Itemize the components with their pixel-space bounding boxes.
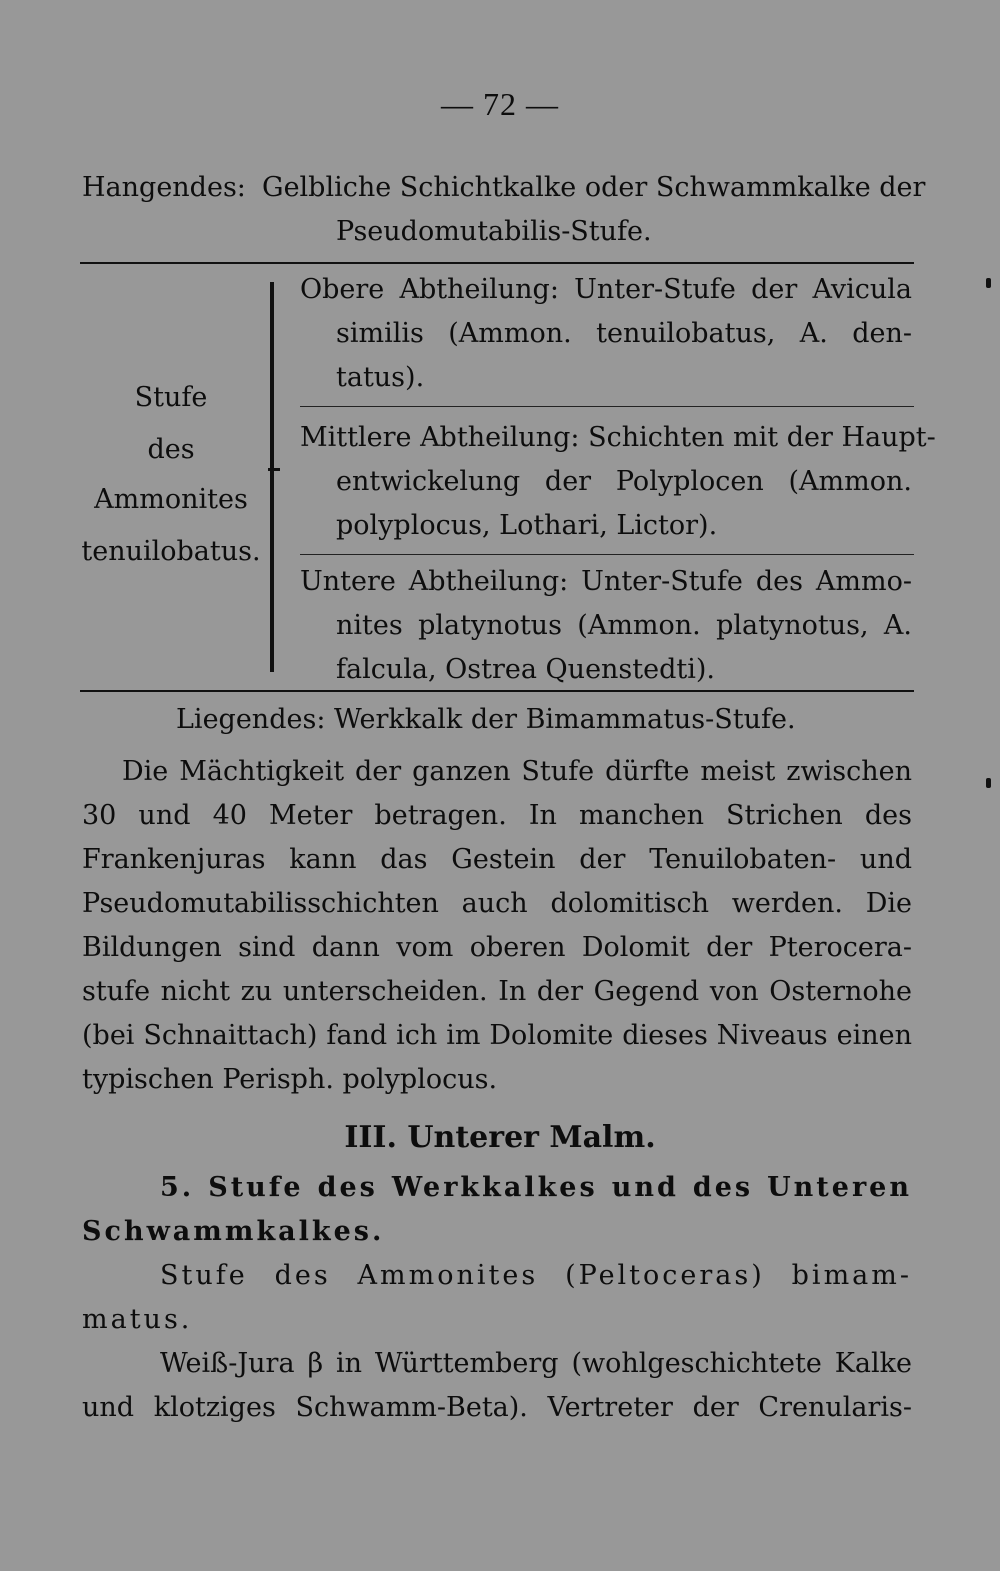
stufe-label-line3: Ammonites [94,484,248,515]
stufe-label-line4: tenuilobatus. [81,536,261,567]
weiss-jura-line1: Weiß-Jura β in Württemberg (wohlgeschichtete Kalke [160,1348,912,1379]
paragraph-line4: Pseudomutabilisschichten auch dolomitisch werden. Die [82,888,912,919]
hangendes-label: Hangendes: [82,172,246,203]
stufe-ammonites-line1: Stufe des Ammonites (Peltoceras) bimam- [160,1260,912,1291]
untere-line3: falcula, Ostrea Quenstedti). [336,654,716,685]
paragraph-line2: 30 und 40 Meter betragen. In manchen Strichen des [82,800,912,831]
hangendes-text-line2: Pseudomutabilis-Stufe. [336,216,652,247]
table-bottom-rule [80,690,914,692]
untere-line2: nites platynotus (Ammon. platynotus, A. [336,610,912,641]
paragraph-line3: Frankenjuras kann das Gestein der Tenuilobaten- und [82,844,912,875]
untere-line1: Untere Abtheilung: Unter-Stufe des Ammo- [300,566,912,597]
paragraph-line1: Die Mächtigkeit der ganzen Stufe dürfte meist zwischen [122,756,912,787]
paragraph-line8: typischen Perisph. polyplocus. [82,1064,498,1095]
mittlere-line3: polyplocus, Lothari, Lictor). [336,510,718,541]
print-speck [986,278,991,288]
obere-line3: tatus). [336,362,425,393]
print-speck [986,778,991,788]
paragraph-line7: (bei Schnaittach) fand ich im Dolomite dieses Niveaus einen [82,1020,912,1051]
paragraph-line6: stufe nicht zu unterscheiden. In der Gegend von Osternohe [82,976,912,1007]
liegendes-line: Liegendes: Werkkalk der Bimammatus-Stufe. [176,704,796,735]
curly-brace [270,282,274,672]
stufe-label-line1: Stufe [134,382,208,413]
page-number: — 72 — [441,86,559,122]
mittlere-divider [300,554,914,555]
section-heading: III. Unterer Malm. [344,1120,656,1155]
stufe-label-line2: des [147,434,195,465]
stufe-ammonites-line2: matus. [82,1304,193,1335]
stufe5-line2: Schwammkalkes. [82,1216,385,1247]
obere-line1: Obere Abtheilung: Unter-Stufe der Avicula [300,274,912,305]
weiss-jura-line2: und klotziges Schwamm-Beta). Vertreter der Crenularis- [82,1392,912,1423]
obere-line2: similis (Ammon. tenuilobatus, A. den- [336,318,912,349]
obere-divider [300,406,914,407]
mittlere-line2: entwickelung der Polyplocen (Ammon. [336,466,912,497]
stufe5-line1: 5. Stufe des Werkkalkes und des Unteren [160,1172,912,1203]
curly-brace-tip [268,468,280,471]
table-top-rule [80,262,914,264]
mittlere-line1: Mittlere Abtheilung: Schichten mit der Haupt- [300,422,936,453]
paragraph-line5: Bildungen sind dann vom oberen Dolomit der Pterocera- [82,932,912,963]
hangendes-text-line1: Gelbliche Schichtkalke oder Schwammkalke der [262,172,926,203]
